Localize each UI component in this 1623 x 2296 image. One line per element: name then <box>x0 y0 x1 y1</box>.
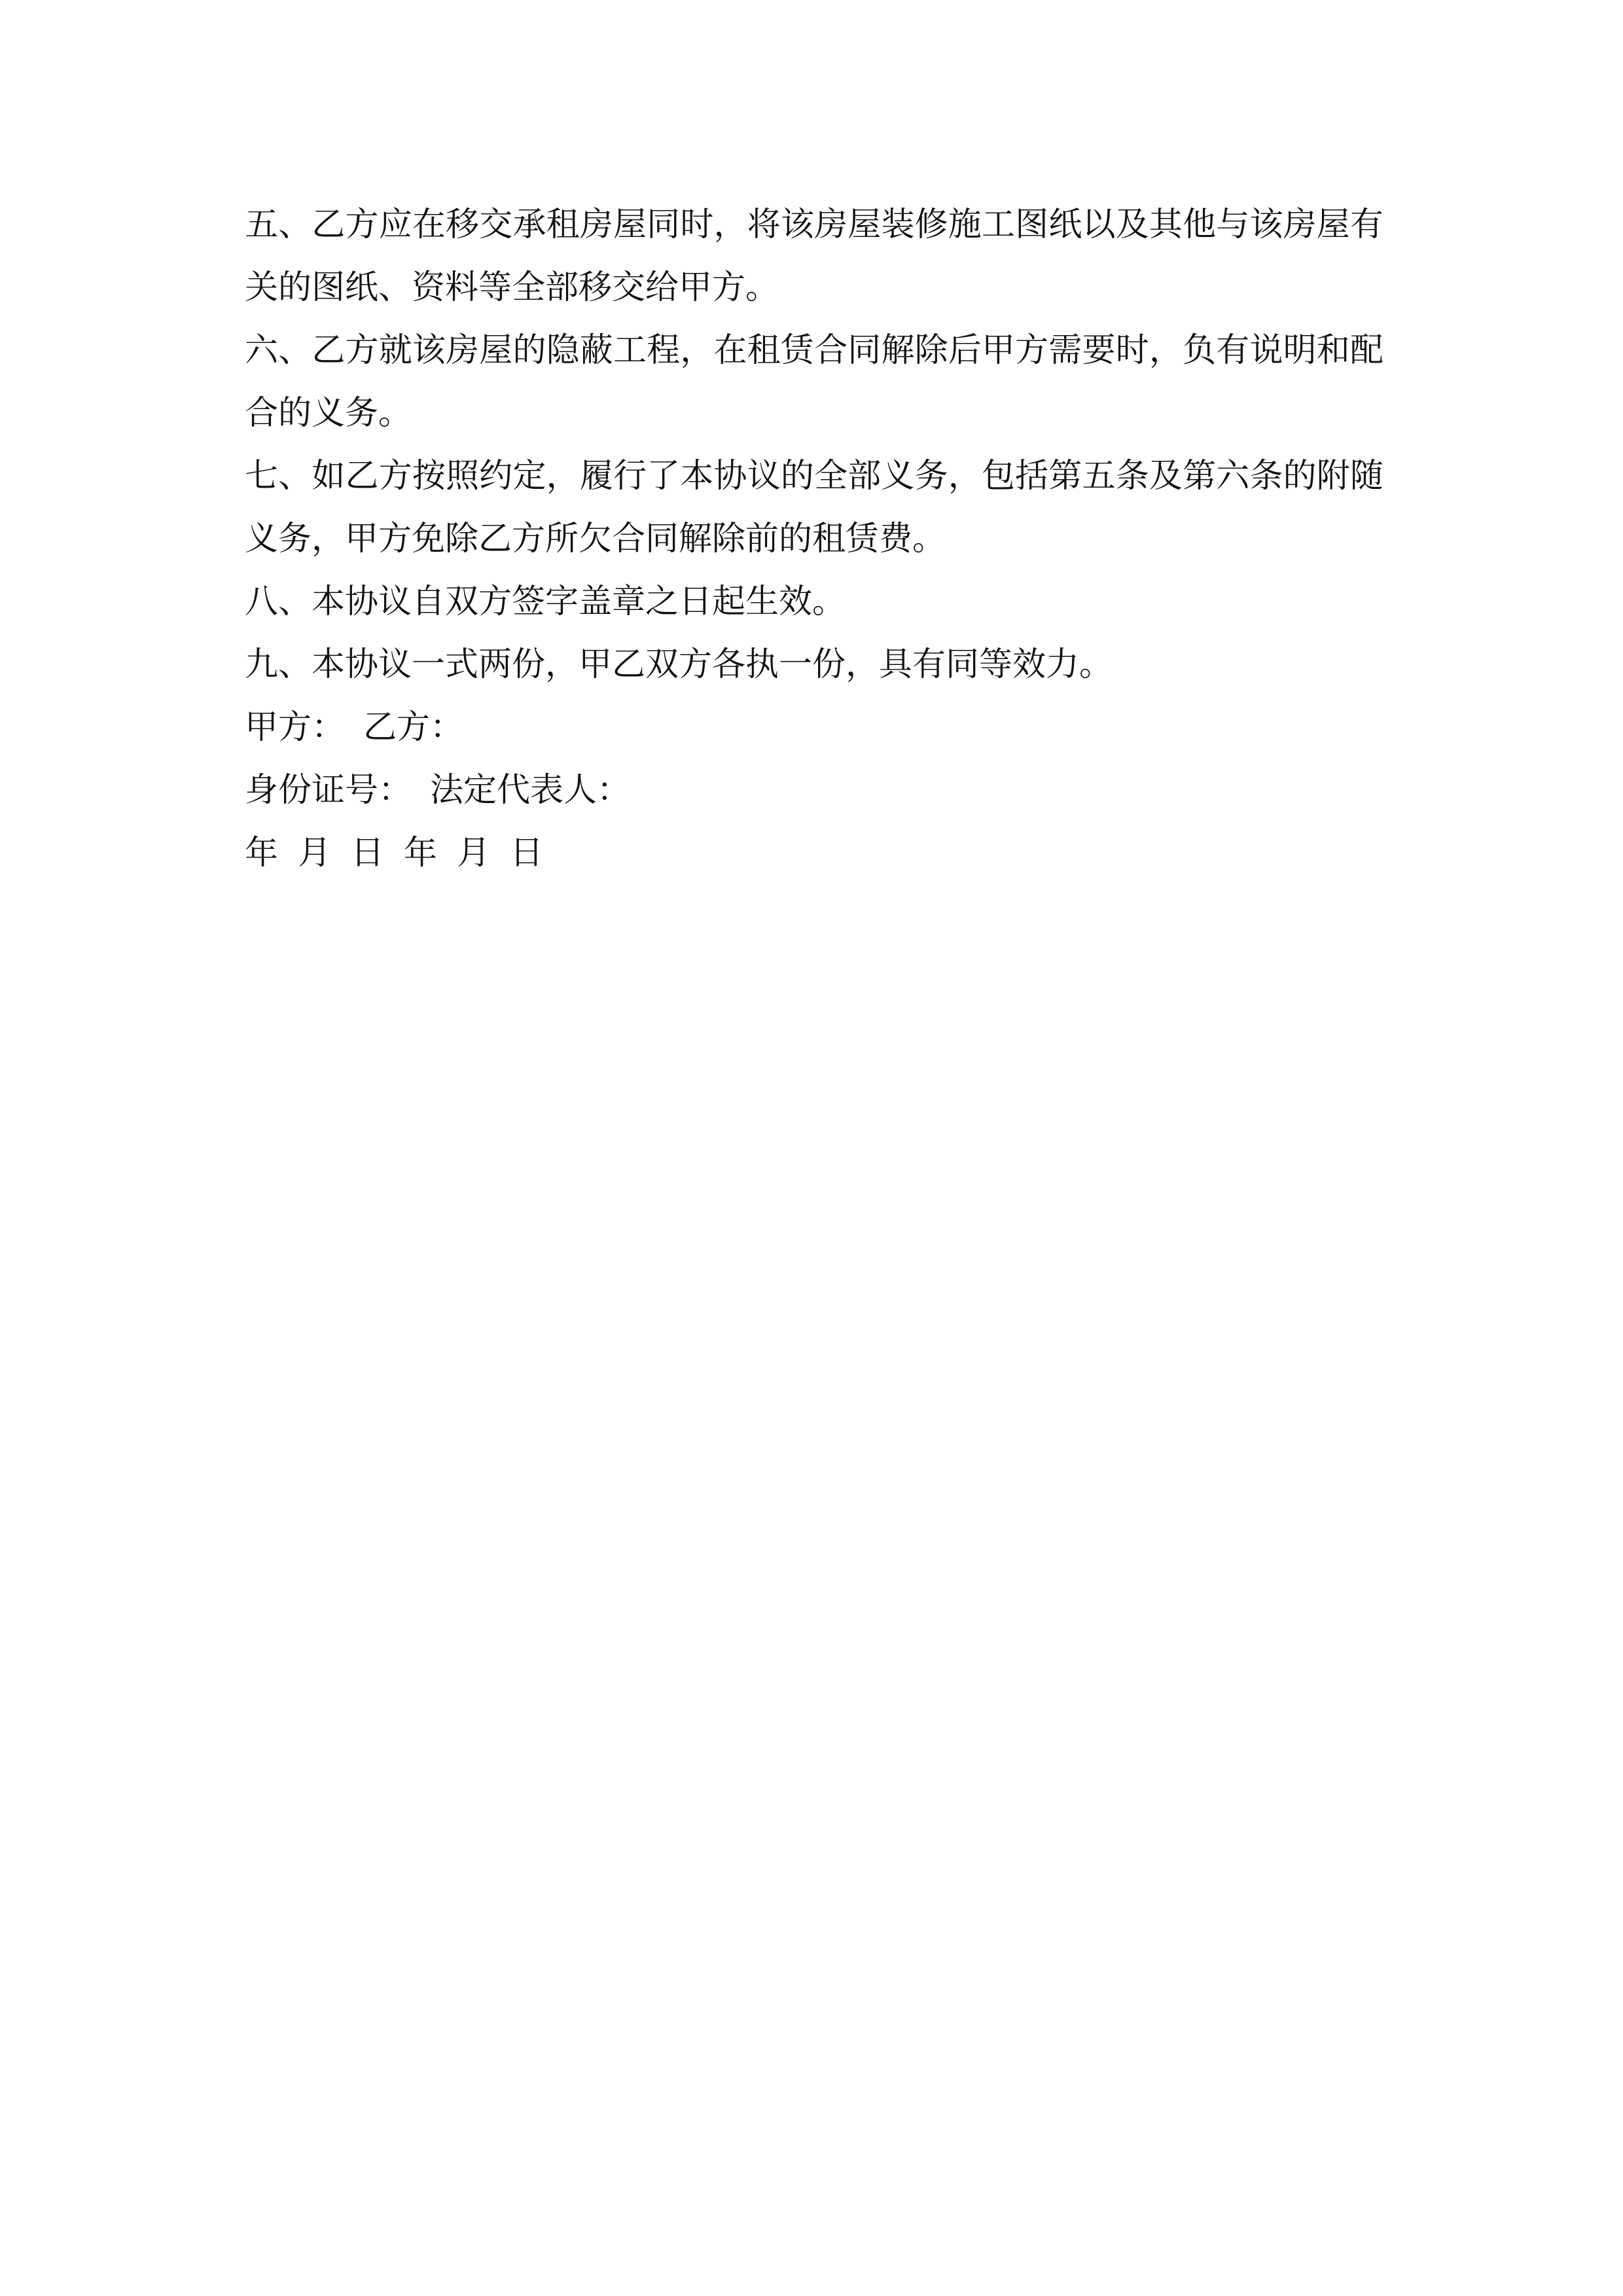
date-a-year: 年 <box>245 834 279 872</box>
date-line <box>245 822 1383 885</box>
date-b-month: 月 <box>457 834 491 872</box>
legal-representative-label: 法定代表人： <box>430 771 631 810</box>
date-a-month: 月 <box>298 834 332 872</box>
party-labels-line <box>245 696 1383 759</box>
date-b-day: 日 <box>510 834 544 872</box>
date-a-day: 日 <box>351 834 385 872</box>
date-b-year: 年 <box>404 834 438 872</box>
party-b-label: 乙方： <box>363 708 464 747</box>
clause-9: 九、本协议一式两份，甲乙双方各执一份，具有同等效力。 <box>245 645 1113 684</box>
document-body <box>245 194 1383 885</box>
id-rep-line <box>245 759 1383 822</box>
clause-7: 七、如乙方按照约定，履行了本协议的全部义务，包括第五条及第六条的附随义务，甲方免除乙方所欠合同解除前的租赁费。 <box>245 457 1383 558</box>
clause-8: 八、本协议自双方签字盖章之日起生效。 <box>245 583 846 621</box>
clause-6: 六、乙方就该房屋的隐蔽工程，在租赁合同解除后甲方需要时，负有说明和配合的义务。 <box>245 331 1383 433</box>
party-a-label: 甲方： <box>245 708 346 747</box>
clause-5: 五、乙方应在移交承租房屋同时，将该房屋装修施工图纸以及其他与该房屋有关的图纸、资料等全部移交给甲方。 <box>245 206 1383 307</box>
id-number-label: 身份证号： <box>245 771 412 810</box>
